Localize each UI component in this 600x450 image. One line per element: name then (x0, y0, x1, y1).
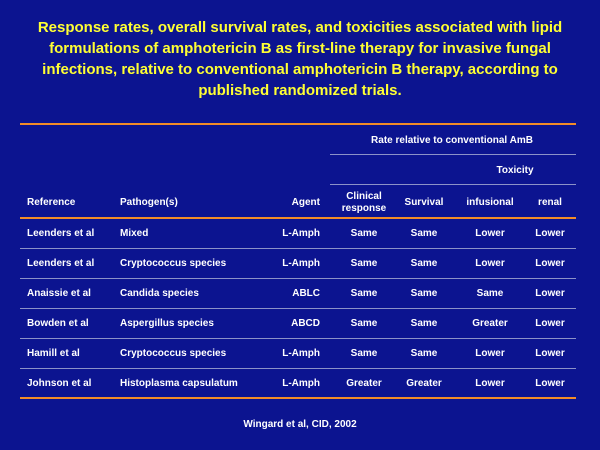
table-cell-survival: Same (410, 348, 438, 359)
table-cell-clinical: Same (350, 288, 378, 299)
table-cell-agent: L-Amph (282, 378, 320, 389)
table-cell-infusional: Lower (475, 228, 505, 239)
table-cell-infusional: Greater (472, 318, 508, 329)
table-cell-reference: Leenders et al (27, 228, 95, 239)
column-header-survival: Survival (404, 197, 444, 208)
table-cell-reference: Johnson et al (27, 378, 92, 389)
table-cell-renal: Lower (535, 378, 565, 389)
column-header-clinical-line2: response (341, 203, 387, 214)
header-bottom-rule (20, 217, 576, 219)
table-cell-clinical: Same (350, 228, 378, 239)
row-divider (20, 368, 576, 369)
group-header-rule (330, 154, 576, 155)
row-divider (20, 308, 576, 309)
toxicity-header: Toxicity (496, 165, 534, 176)
column-header-pathogen: Pathogen(s) (120, 197, 178, 208)
table-cell-infusional: Lower (475, 378, 505, 389)
table-cell-renal: Lower (535, 258, 565, 269)
group-header: Rate relative to conventional AmB (371, 135, 533, 146)
table-cell-clinical: Same (350, 318, 378, 329)
table-cell-survival: Same (410, 258, 438, 269)
table-cell-clinical: Same (350, 258, 378, 269)
table-cell-pathogen: Mixed (120, 228, 149, 239)
row-divider (20, 248, 576, 249)
table-cell-renal: Lower (535, 348, 565, 359)
column-header-clinical-line1: Clinical (346, 191, 382, 202)
table-cell-reference: Leenders et al (27, 258, 95, 269)
toxicity-header-rule (330, 184, 576, 185)
table-cell-infusional: Same (476, 288, 504, 299)
table-top-rule (20, 123, 576, 125)
row-divider (20, 278, 576, 279)
table-cell-survival: Same (410, 288, 438, 299)
slide-title: Response rates, overall survival rates, and toxicities associated with lipid formulations of amphotericin B as first-line therapy for invasive fungal infections, relative to conventional amphotericin B therapy, according to published randomized trials. (37, 19, 563, 99)
table-cell-pathogen: Candida species (120, 288, 199, 299)
table-cell-survival: Same (410, 318, 438, 329)
table-cell-agent: ABLC (292, 288, 320, 299)
column-header-clinical-response (330, 191, 398, 215)
table-cell-pathogen: Cryptococcus species (120, 348, 227, 359)
table-cell-survival: Same (410, 228, 438, 239)
table-bottom-rule (20, 397, 576, 399)
table-cell-agent: L-Amph (282, 348, 320, 359)
table-cell-reference: Anaissie et al (27, 288, 91, 299)
table-cell-reference: Bowden et al (27, 318, 89, 329)
table-cell-survival: Greater (406, 378, 442, 389)
table-cell-renal: Lower (535, 228, 565, 239)
table-cell-clinical: Greater (346, 378, 382, 389)
table-cell-infusional: Lower (475, 258, 505, 269)
table-cell-reference: Hamill et al (27, 348, 80, 359)
table-cell-agent: ABCD (291, 318, 320, 329)
table-cell-pathogen: Cryptococcus species (120, 258, 227, 269)
column-header-reference: Reference (27, 197, 76, 208)
column-header-renal: renal (538, 197, 562, 208)
citation: Wingard et al, CID, 2002 (243, 419, 357, 430)
column-header-agent: Agent (291, 197, 320, 208)
table-cell-renal: Lower (535, 318, 565, 329)
table-cell-pathogen: Histoplasma capsulatum (120, 378, 238, 389)
table-cell-pathogen: Aspergillus species (120, 318, 214, 329)
table-cell-renal: Lower (535, 288, 565, 299)
row-divider (20, 338, 576, 339)
table-cell-agent: L-Amph (282, 258, 320, 269)
table-cell-clinical: Same (350, 348, 378, 359)
table-cell-agent: L-Amph (282, 228, 320, 239)
column-header-infusional: infusional (466, 197, 514, 208)
table-cell-infusional: Lower (475, 348, 505, 359)
